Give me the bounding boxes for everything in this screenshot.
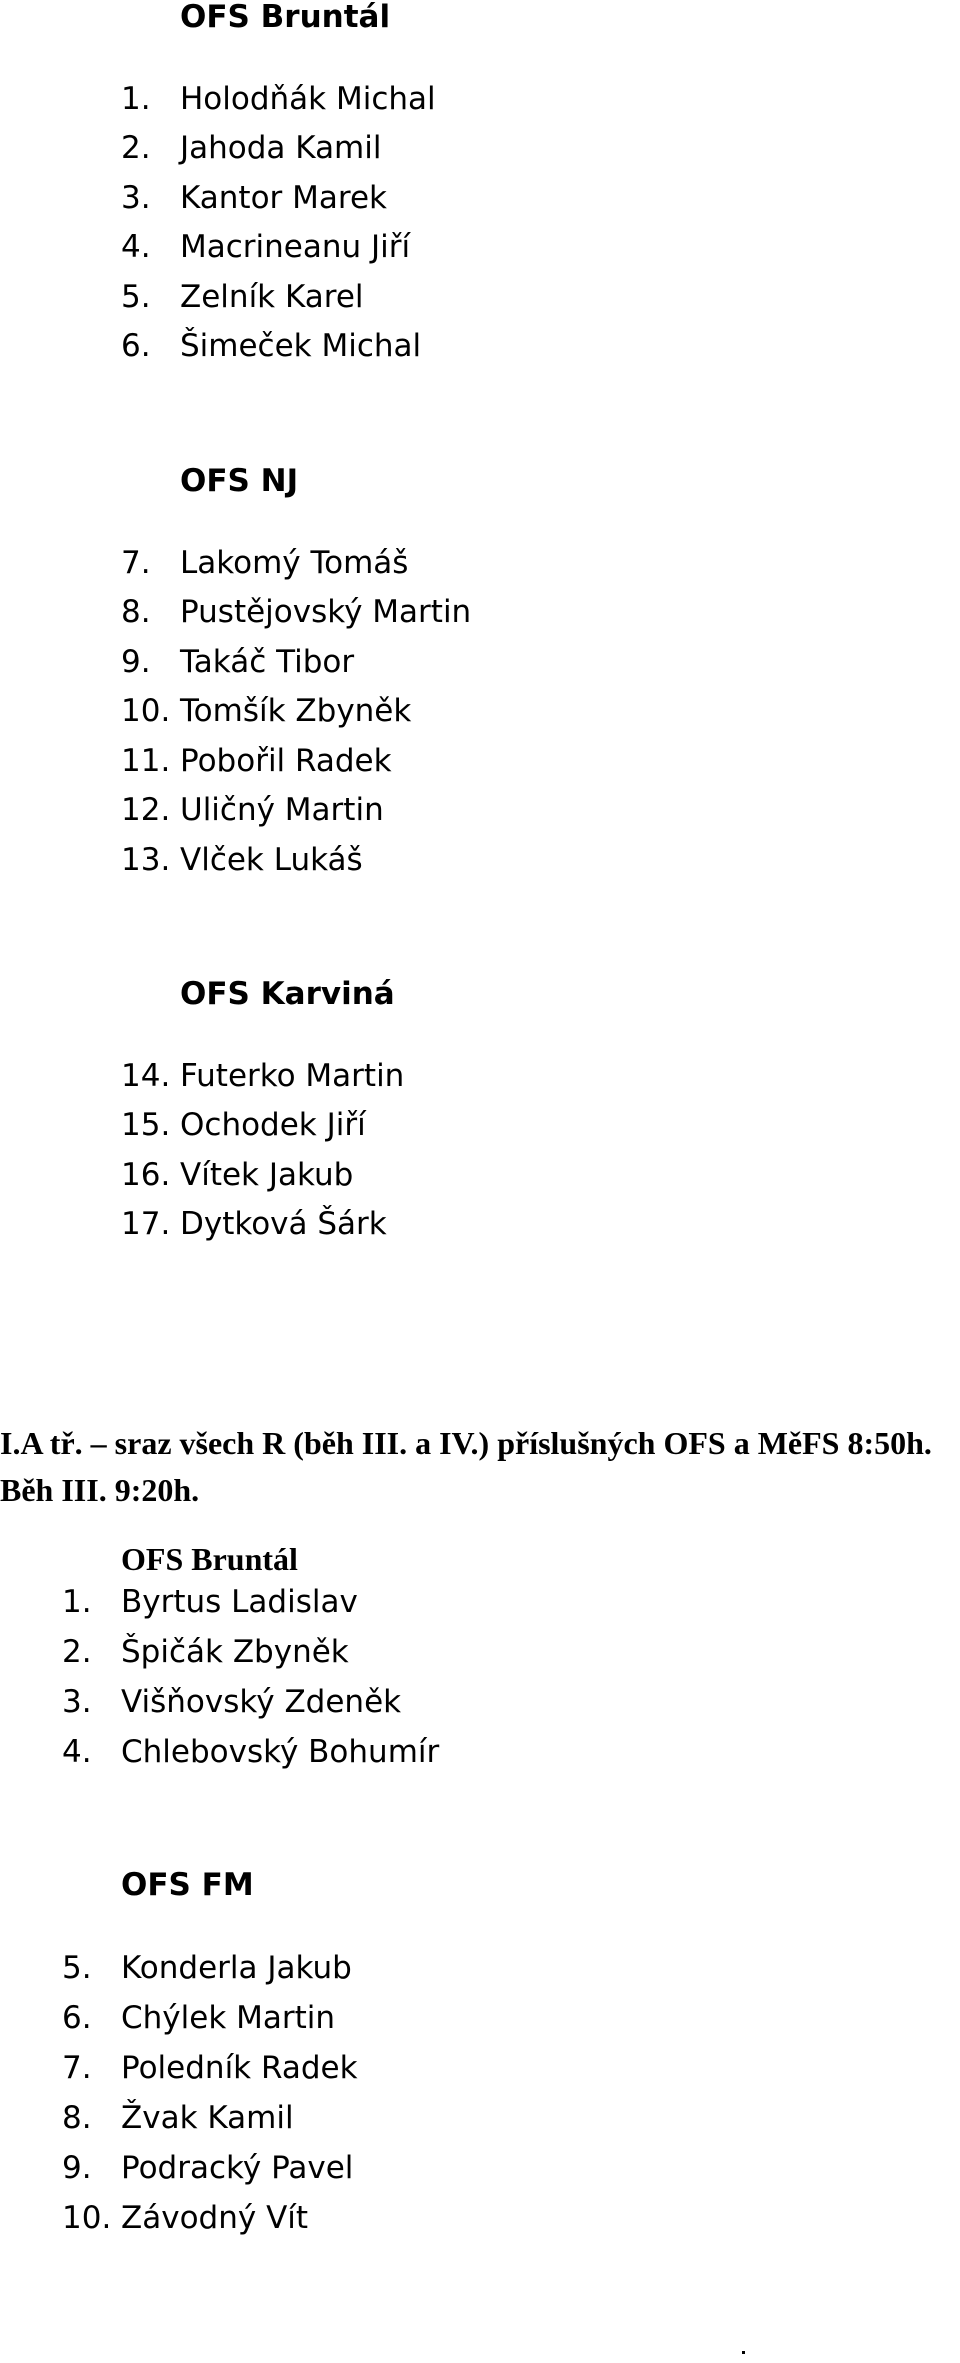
list-item: [121, 279, 364, 315]
list-item-name: Pustějovský Martin: [180, 594, 472, 630]
list-item-name: Dytková Šárk: [180, 1206, 387, 1242]
list-item-name: Uličný Martin: [180, 792, 384, 828]
list-item: [121, 644, 355, 680]
list-item-number: 16.: [121, 1157, 171, 1193]
list-item: [121, 693, 412, 729]
list-item: [121, 792, 384, 828]
list-item-name: Chýlek Martin: [121, 2000, 336, 2036]
list-item-number: 13.: [121, 842, 171, 878]
list-item-number: 3.: [121, 180, 151, 216]
list-item-number: 8.: [121, 594, 151, 630]
list-item-name: Závodný Vít: [121, 2200, 309, 2236]
list-item: [121, 81, 436, 117]
list-item-name: Višňovský Zdeněk: [121, 1684, 402, 1720]
notice-line-2: Běh III. 9:20h.: [0, 1472, 200, 1508]
list-item-name: Holodňák Michal: [180, 81, 436, 117]
list-item: [62, 2050, 358, 2086]
list-item-number: 15.: [121, 1107, 171, 1143]
list-item: [62, 1584, 358, 1620]
list-item-number: 17.: [121, 1206, 171, 1242]
list-item-number: 12.: [121, 792, 171, 828]
list-item: [121, 328, 422, 364]
list-item: [121, 842, 363, 878]
list-item-number: 6.: [121, 328, 151, 364]
list-item-number: 10.: [121, 693, 171, 729]
list-item-name: Podracký Pavel: [121, 2150, 354, 2186]
list-item: [62, 1950, 352, 1986]
list-item-name: Poledník Radek: [121, 2050, 358, 2086]
list-item: [62, 2000, 336, 2036]
list-item: [62, 2150, 354, 2186]
list-item: [62, 1684, 402, 1720]
list-item-name: Pobořil Radek: [180, 743, 392, 779]
list-item-name: Tomšík Zbyněk: [180, 693, 412, 729]
list-item: [121, 1157, 354, 1193]
list-item-number: 2.: [62, 1634, 92, 1670]
list-item: [62, 1634, 349, 1670]
list-item: [121, 229, 411, 265]
section3-heading: OFS Karviná: [180, 976, 395, 1012]
list-item-number: 4.: [121, 229, 151, 265]
list-item-name: Chlebovský Bohumír: [121, 1734, 440, 1770]
list-item: [121, 545, 409, 581]
list-item-number: 7.: [121, 545, 151, 581]
list-item-number: 9.: [121, 644, 151, 680]
list-item-number: 7.: [62, 2050, 92, 2086]
list-item-number: 6.: [62, 2000, 92, 2036]
list-item-name: Byrtus Ladislav: [121, 1584, 358, 1620]
list-item-name: Vlček Lukáš: [180, 842, 363, 878]
list-item-name: Vítek Jakub: [180, 1157, 354, 1193]
list-item: [121, 743, 392, 779]
list-item: [121, 180, 387, 216]
list-item-number: 1.: [121, 81, 151, 117]
list-item: [121, 594, 472, 630]
list-item-name: Futerko Martin: [180, 1058, 405, 1094]
list-item-number: 14.: [121, 1058, 171, 1094]
list-item-number: 1.: [62, 1584, 92, 1620]
notice-line-1: I.A tř. – sraz všech R (běh III. a IV.) příslušných OFS a MěFS 8:50h.: [0, 1425, 932, 1461]
list-item-number: 9.: [62, 2150, 92, 2186]
list-item-number: 8.: [62, 2100, 92, 2136]
list-item-name: Lakomý Tomáš: [180, 545, 409, 581]
list-item-name: Kantor Marek: [180, 180, 387, 216]
list-item: [62, 2100, 294, 2136]
list-item-number: 3.: [62, 1684, 92, 1720]
list-item-number: 4.: [62, 1734, 92, 1770]
page-dot-mark: [742, 2351, 745, 2354]
list-item: [62, 2200, 309, 2236]
list-item-number: 2.: [121, 130, 151, 166]
list-item-name: Žvak Kamil: [121, 2100, 294, 2136]
list-item-name: Špičák Zbyněk: [121, 1634, 349, 1670]
list-item-name: Macrineanu Jiří: [180, 229, 411, 265]
list-item-name: Ochodek Jiří: [180, 1107, 366, 1143]
list-item-name: Konderla Jakub: [121, 1950, 352, 1986]
list-item-number: 5.: [121, 279, 151, 315]
list-item-number: 5.: [62, 1950, 92, 1986]
list-item: [121, 1206, 387, 1242]
section4-heading: OFS Bruntál: [121, 1541, 298, 1577]
section5-heading: OFS FM: [121, 1867, 254, 1903]
list-item: [121, 1058, 405, 1094]
list-item-name: Jahoda Kamil: [180, 130, 382, 166]
list-item-name: Takáč Tibor: [180, 644, 355, 680]
list-item: [121, 130, 382, 166]
section1-heading: OFS Bruntál: [180, 0, 391, 35]
section2-heading: OFS NJ: [180, 463, 299, 499]
list-item-number: 11.: [121, 743, 171, 779]
list-item: [121, 1107, 366, 1143]
list-item-name: Šimeček Michal: [180, 328, 422, 364]
list-item: [62, 1734, 440, 1770]
list-item-name: Zelník Karel: [180, 279, 364, 315]
list-item-number: 10.: [62, 2200, 112, 2236]
